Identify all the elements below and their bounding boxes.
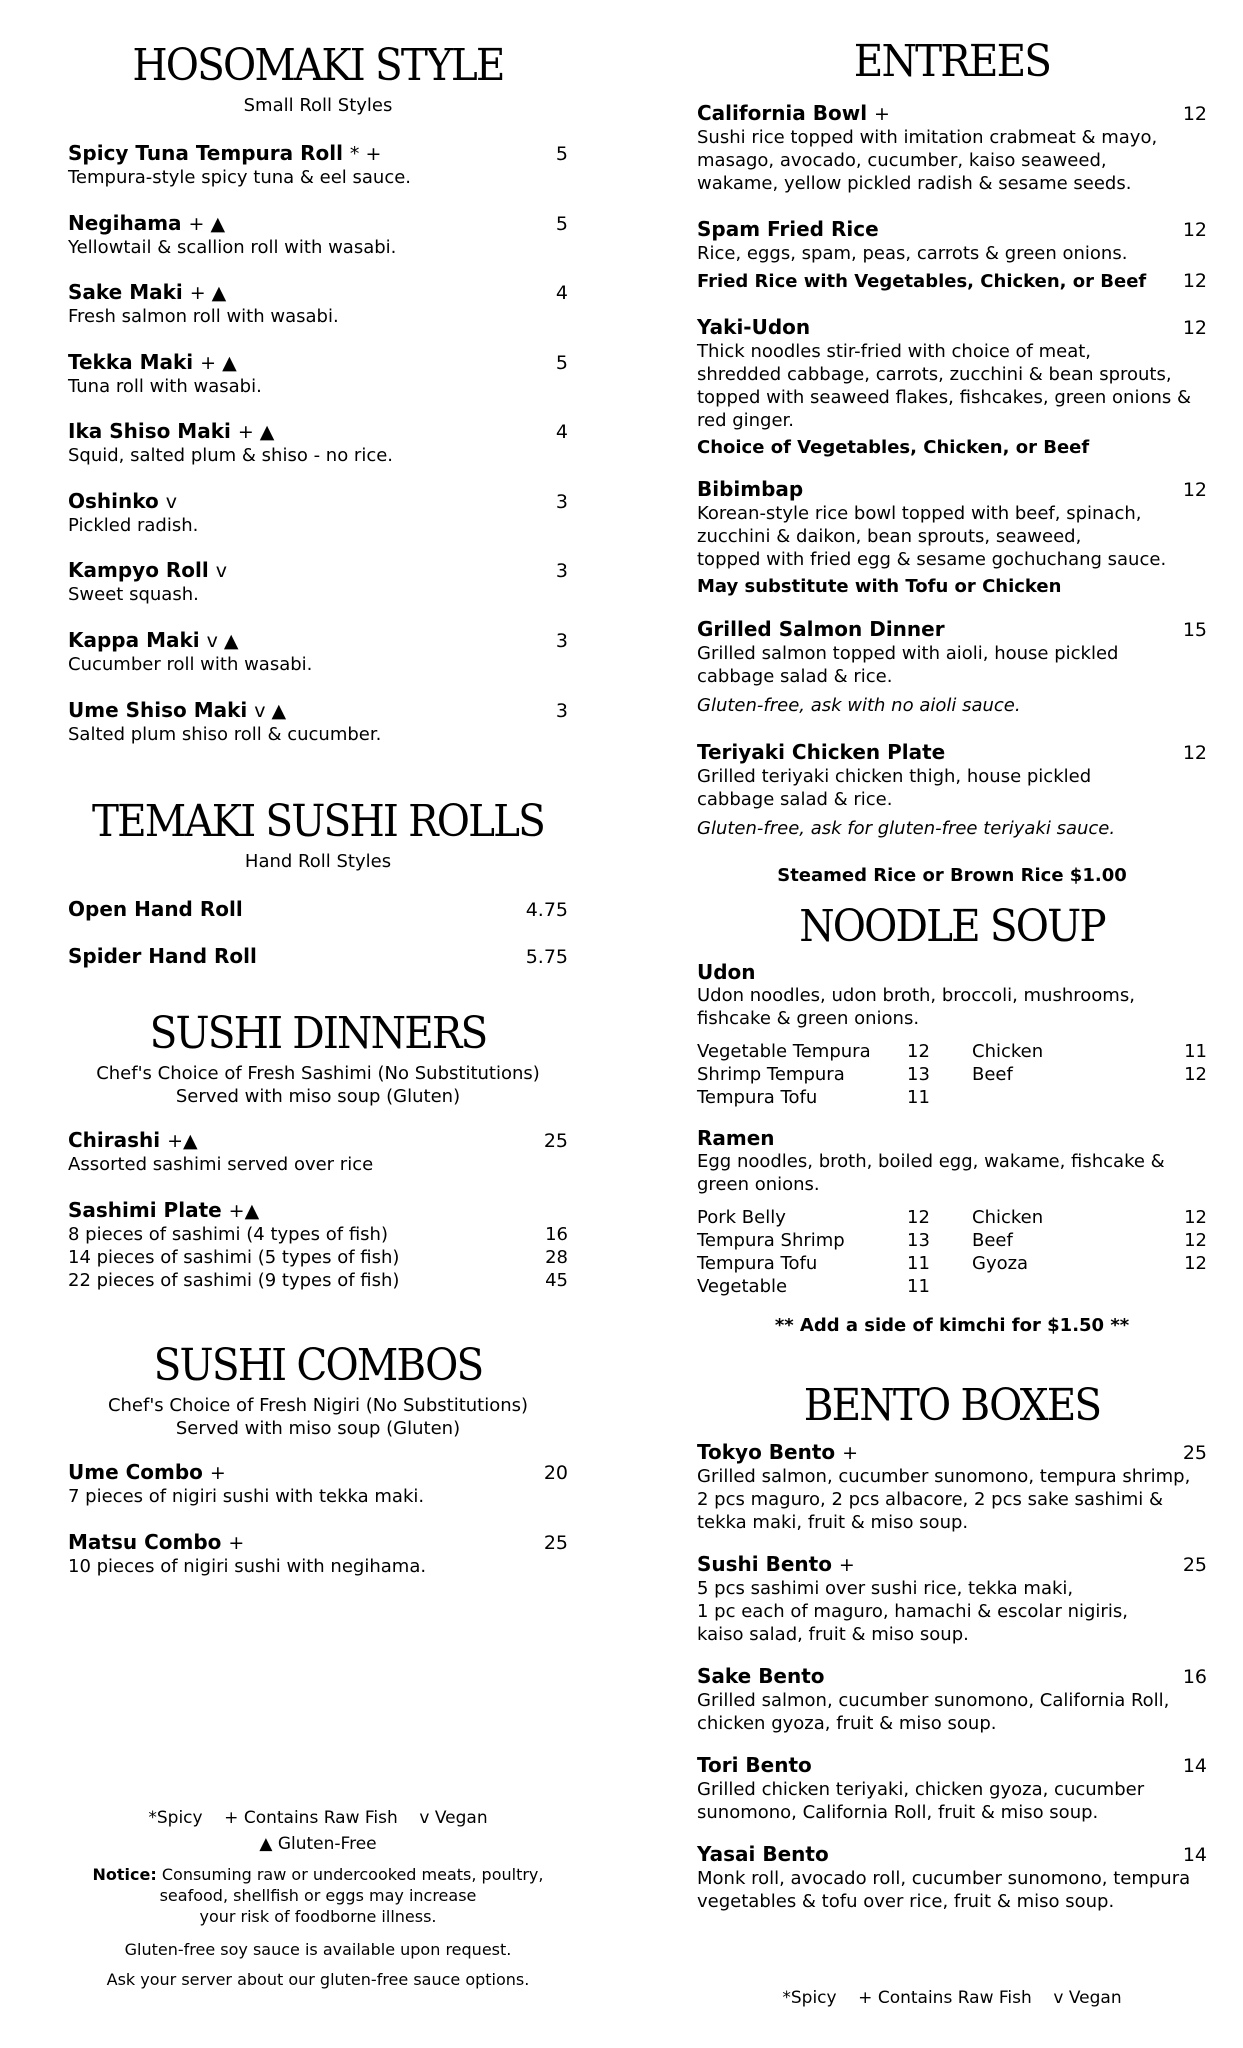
gf-soy-note: Gluten-free soy sauce is available upon request. [124,1940,512,1959]
item-description: Salted plum shiso roll & cucumber. [68,724,382,745]
item-description-line: Grilled teriyaki chicken thigh, house pickled [697,766,1092,787]
item-description-line: 5 pcs sashimi over sushi rice, tekka maki, [697,1578,1074,1599]
item-description-line: 1 pc each of maguro, hamachi & escolar nigiris, [697,1601,1128,1622]
item-price: 5 [555,352,568,374]
item-name: Oshinko [68,489,159,513]
item-name: Open Hand Roll [68,897,243,921]
option-price: 11 [907,1276,930,1297]
item-price: 4 [555,421,568,443]
gluten-free-legend: ▲ Gluten-Free [259,1834,377,1854]
option-price: 11 [1184,1041,1207,1062]
item-description-line: Grilled salmon, cucumber sunomono, California Roll, [697,1690,1170,1711]
item-price: 3 [555,560,568,582]
option-label: 22 pieces of sashimi (9 types of fish) [68,1270,400,1291]
udon-options [697,1040,1207,1109]
item-marks: + [842,1442,859,1464]
option-label: Chicken [972,1041,1044,1062]
item-description-line: 2 pcs maguro, 2 pcs albacore, 2 pcs sake sashimi & [697,1489,1164,1510]
item-description-line: cabbage salad & rice. [697,789,893,810]
item-name: Kappa Maki [68,628,200,652]
combos-subtitle-1: Chef's Choice of Fresh Nigiri (No Substitutions) [107,1395,529,1416]
item-price: 12 [1182,317,1207,339]
item-price: 25 [543,1130,568,1152]
bento-section [697,1380,1207,1431]
item-name: Ramen [697,1126,775,1150]
item-name: Sake Bento [697,1664,825,1688]
noodle-title: NOODLE SOUP [799,901,1105,952]
item-name: California Bowl [697,101,868,125]
item-description-line: Grilled chicken teriyaki, chicken gyoza, cucumber [697,1779,1145,1800]
item-description-line: Egg noodles, broth, boiled egg, wakame, fishcake & [697,1151,1165,1172]
item-description: Fresh salmon roll with wasabi. [68,306,339,327]
item-marks: + ▲ [200,352,237,374]
item-marks: v ▲ [206,630,239,652]
item-description-line: topped with seaweed flakes, fishcakes, green onions & [697,387,1192,408]
option-label: Beef [972,1230,1013,1251]
item-note: Gluten-free, ask for gluten-free teriyaki sauce. [697,818,1116,839]
combo-item [68,1530,568,1578]
item-price: 15 [1182,619,1207,641]
udon-item [697,960,1207,1109]
item-description: Pickled radish. [68,515,199,536]
item-name: Spider Hand Roll [68,944,257,968]
entree-yaki-udon [697,315,1207,460]
item-price: 12 [1182,479,1207,501]
hosomaki-item [68,558,568,606]
item-description: Sweet squash. [68,584,199,605]
combos-section [68,1340,568,1440]
chirashi-item [68,1128,568,1176]
dinners-title: SUSHI DINNERS [149,1008,487,1059]
item-name: Spicy Tuna Tempura Roll [68,141,343,165]
item-name: Tekka Maki [68,350,194,374]
item-description-line: tekka maki, fruit & miso soup. [697,1512,969,1533]
item-name: Ume Combo [68,1460,203,1484]
dinners-subtitle-2: Served with miso soup (Gluten) [175,1086,461,1107]
item-marks: v ▲ [254,700,287,722]
left-footer [68,1808,568,1990]
option-price: 12 [1184,1064,1207,1085]
option-price: 11 [907,1087,930,1108]
item-option: Choice of Vegetables, Chicken, or Beef [697,437,1090,458]
option-price: 13 [907,1230,930,1251]
item-description-line: Monk roll, avocado roll, cucumber sunomono, tempura [697,1868,1191,1889]
item-description-line: zucchini & daikon, bean sprouts, seaweed, [697,526,1082,547]
item-description-line: Thick noodles stir-fried with choice of meat, [697,341,1092,362]
item-name: Kampyo Roll [68,558,209,582]
option-label: Tempura Tofu [697,1087,818,1108]
temaki-title: TEMAKI SUSHI ROLLS [91,796,545,847]
item-description-line: Grilled salmon, cucumber sunomono, tempura shrimp, [697,1466,1191,1487]
item-name: Sake Maki [68,280,183,304]
item-marks: + [228,1532,245,1554]
item-name: Teriyaki Chicken Plate [697,740,946,764]
option-label: Vegetable Tempura [697,1041,871,1062]
item-price: 3 [555,491,568,513]
item-name: Yaki-Udon [697,315,811,339]
item-price: 25 [1182,1554,1207,1576]
item-description-line: chicken gyoza, fruit & miso soup. [697,1713,997,1734]
hosomaki-item [68,211,568,259]
hosomaki-item [68,350,568,398]
option-label: Tempura Tofu [697,1253,818,1274]
option-label: Beef [972,1064,1013,1085]
item-description: Cucumber roll with wasabi. [68,654,313,675]
hosomaki-subtitle: Small Roll Styles [243,95,393,116]
item-description-line: kaiso salad, fruit & miso soup. [697,1624,969,1645]
item-description: Tempura-style spicy tuna & eel sauce. [68,167,412,188]
bento-item [697,1842,1207,1913]
hosomaki-section [68,40,568,117]
item-name: Matsu Combo [68,1530,222,1554]
notice-text: seafood, shellfish or eggs may increase [159,1886,477,1905]
combo-item [68,1460,568,1508]
ramen-options [697,1206,1207,1298]
bento-item [697,1753,1207,1824]
item-price: 12 [1182,742,1207,764]
option-price: 11 [907,1253,930,1274]
hosomaki-item [68,280,568,328]
entree-teriyaki-chicken [697,740,1207,841]
option-label: Tempura Shrimp [697,1230,845,1251]
legend-line: *Spicy + Contains Raw Fish v Vegan [782,1988,1122,2008]
item-description: Rice, eggs, spam, peas, carrots & green onions. [697,243,1128,264]
item-note: Gluten-free, ask with no aioli sauce. [697,695,1021,716]
entrees-section [697,36,1207,87]
rice-side: Steamed Rice or Brown Rice $1.00 [777,865,1127,886]
item-price: 5 [555,143,568,165]
item-description-line: vegetables & tofu over rice, fruit & miso soup. [697,1891,1115,1912]
option-price: 12 [1184,1253,1207,1274]
option-price: 28 [545,1247,568,1268]
option-label: Pork Belly [697,1207,786,1228]
item-description: Assorted sashimi served over rice [68,1154,374,1175]
notice-text: Consuming raw or undercooked meats, poultry, [161,1865,544,1884]
item-description-line: shredded cabbage, carrots, zucchini & bean sprouts, [697,364,1172,385]
bento-item [697,1552,1207,1646]
entree-california-bowl [697,101,1207,195]
item-marks: + [209,1462,226,1484]
item-marks: + ▲ [188,213,226,235]
item-description: 7 pieces of nigiri sushi with tekka maki. [68,1486,425,1507]
item-name: Udon [697,960,756,984]
item-name: Ika Shiso Maki [68,419,231,443]
item-name: Ume Shiso Maki [68,698,248,722]
item-description-line: Udon noodles, udon broth, broccoli, mushrooms, [697,985,1135,1006]
item-description: Squid, salted plum & shiso - no rice. [68,445,394,466]
item-price: 12 [1182,103,1207,125]
item-description-line: wakame, yellow pickled radish & sesame seeds. [697,173,1132,194]
item-marks: +▲ [167,1130,198,1152]
item-description-line: topped with fried egg & sesame gochuchang sauce. [697,549,1167,570]
bento-title: BENTO BOXES [803,1380,1101,1431]
temaki-item [68,944,568,969]
option-label: Gyoza [972,1253,1029,1274]
hosomaki-item [68,628,568,676]
item-marks: + ▲ [237,421,275,443]
item-description-line: green onions. [697,1174,820,1195]
item-name: Spam Fried Rice [697,217,879,241]
item-description-line: masago, avocado, cucumber, kaiso seaweed, [697,150,1107,171]
item-description: Yellowtail & scallion roll with wasabi. [68,237,397,258]
item-price: 20 [543,1462,568,1484]
option-label: 8 pieces of sashimi (4 types of fish) [68,1224,388,1245]
item-name: Tokyo Bento [697,1440,836,1464]
item-name: Tori Bento [697,1753,812,1777]
item-option: Fried Rice with Vegetables, Chicken, or Beef [697,271,1147,292]
gf-sauce-note: Ask your server about our gluten-free sauce options. [106,1970,530,1989]
option-price: 12 [1182,270,1207,292]
item-marks: + [874,103,890,125]
item-description: Tuna roll with wasabi. [68,376,262,397]
item-price: 16 [1182,1666,1207,1688]
option-price: 16 [545,1224,568,1245]
entree-spam-fried-rice [697,217,1207,294]
option-label: Shrimp Tempura [697,1064,845,1085]
item-price: 12 [1182,219,1207,241]
item-name: Negihama [68,211,182,235]
ramen-item [697,1126,1207,1298]
entrees-title: ENTREES [853,36,1051,87]
item-description-line: Sushi rice topped with imitation crabmeat & mayo, [697,127,1158,148]
item-price: 14 [1182,1755,1207,1777]
item-price: 4.75 [525,899,568,921]
combos-subtitle-2: Served with miso soup (Gluten) [175,1418,461,1439]
item-option: May substitute with Tofu or Chicken [697,576,1062,597]
option-price: 45 [545,1270,568,1291]
item-description-line: fishcake & green onions. [697,1008,920,1029]
item-price: 14 [1182,1844,1207,1866]
item-price: 25 [543,1532,568,1554]
item-marks: +▲ [228,1200,260,1222]
hosomaki-item [68,419,568,467]
item-name: Sushi Bento [697,1552,832,1576]
item-marks: v [215,560,227,582]
option-price: 12 [907,1207,930,1228]
option-price: 12 [907,1041,930,1062]
item-description: 10 pieces of nigiri sushi with negihama. [68,1556,427,1577]
notice-label: Notice: [92,1865,157,1884]
item-marks: v [165,491,177,513]
option-price: 12 [1184,1230,1207,1251]
notice [68,1864,568,1927]
hosomaki-item [68,698,568,746]
item-price: 3 [555,630,568,652]
sashimi-item [68,1198,568,1292]
option-label: Vegetable [697,1276,788,1297]
item-name: Yasai Bento [697,1842,829,1866]
bento-item [697,1664,1207,1735]
item-price: 3 [555,700,568,722]
temaki-section [68,796,568,873]
item-price: 25 [1182,1442,1207,1464]
hosomaki-item [68,489,568,537]
item-marks: + [838,1554,855,1576]
item-description-line: red ginger. [697,410,795,431]
option-price: 12 [1184,1207,1207,1228]
hosomaki-item [68,141,568,189]
item-marks: + ▲ [189,282,227,304]
item-name: Sashimi Plate [68,1198,222,1222]
item-price: 5 [555,213,568,235]
hosomaki-title: HOSOMAKI STYLE [132,40,504,91]
noodle-section [697,901,1207,952]
combos-title: SUSHI COMBOS [153,1340,483,1391]
item-description-line: cabbage salad & rice. [697,666,893,687]
item-marks: * + [349,143,382,165]
item-name: Bibimbap [697,477,804,501]
temaki-subtitle: Hand Roll Styles [244,851,392,872]
legend-line: *Spicy + Contains Raw Fish v Vegan [148,1808,488,1828]
item-price: 4 [555,282,568,304]
item-price: 5.75 [525,946,568,968]
dinners-section [68,1008,568,1108]
bento-item [697,1440,1207,1534]
entree-grilled-salmon [697,617,1207,718]
notice-text: your risk of foodborne illness. [199,1907,437,1926]
item-description-line: sunomono, California Roll, fruit & miso soup. [697,1802,1099,1823]
item-description-line: Korean-style rice bowl topped with beef, spinach, [697,503,1142,524]
item-description-line: Grilled salmon topped with aioli, house pickled [697,643,1119,664]
option-label: Chicken [972,1207,1044,1228]
option-label: 14 pieces of sashimi (5 types of fish) [68,1247,400,1268]
item-name: Grilled Salmon Dinner [697,617,945,641]
entree-bibimbap [697,477,1207,599]
item-name: Chirashi [68,1128,161,1152]
dinners-subtitle-1: Chef's Choice of Fresh Sashimi (No Substitutions) [96,1063,540,1084]
temaki-item [68,897,568,922]
kimchi-side: ** Add a side of kimchi for $1.50 ** [774,1315,1130,1336]
option-price: 13 [907,1064,930,1085]
